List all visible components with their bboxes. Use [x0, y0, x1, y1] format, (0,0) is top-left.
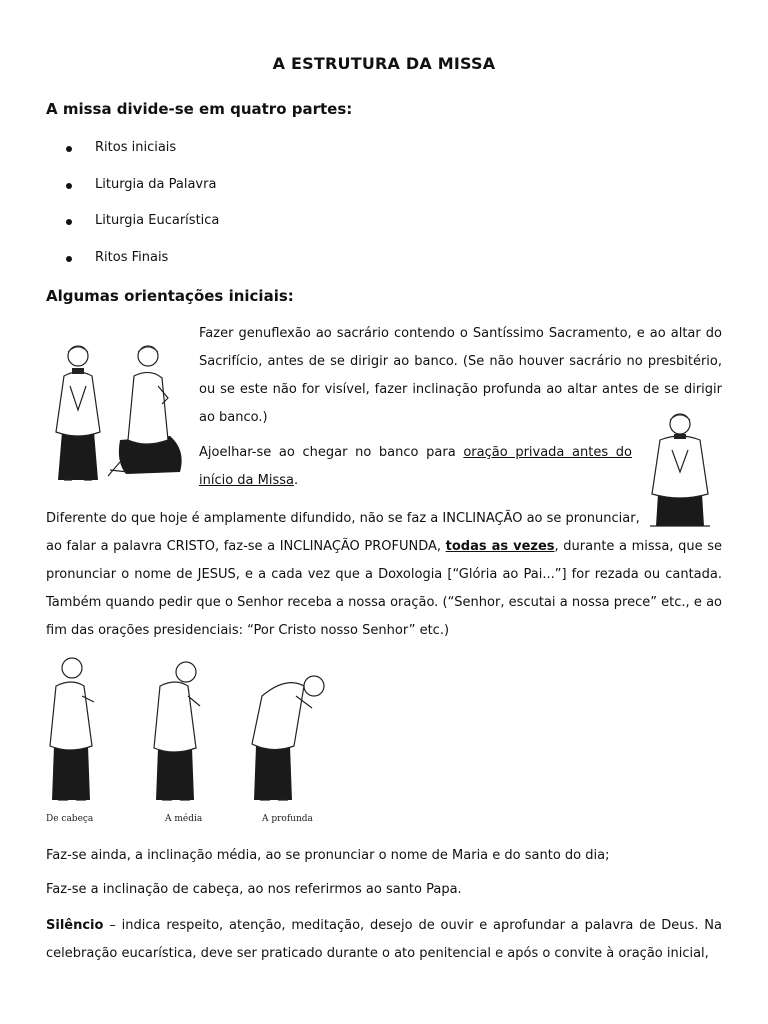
section-heading-parts: A missa divide-se em quatro partes:: [46, 100, 353, 118]
caption-profound-bow: A profunda: [262, 814, 313, 824]
mass-parts-list: [66, 140, 219, 286]
genuflection-paragraph: Fazer genuflexão ao sacrário contendo o Santíssimo Sacramento, e ao altar do Sacrifício, antes de se dirigir ao banco. (Se não houver sacrário no presbitério, ou se este não for visível, fazer inclinação profunda ao altar antes de se dirigir ao banco.): [199, 326, 722, 425]
caption-head-bow: De cabeça: [46, 814, 94, 824]
praying-boy-illustration: [646, 410, 714, 530]
silence-text: – indica respeito, atenção, meditação, desejo de ouvir e aprofundar a palavra de Deus. Na celebração eucarística, deve ser praticado durante o ato penitencial e após o convite à oração inicial,: [46, 918, 722, 961]
caption-medium-bow: A média: [165, 814, 203, 824]
kneel-text-end: .: [294, 473, 299, 488]
bow-paragraph-line1: Diferente do que hoje é amplamente difundido, não se faz a INCLINAÇÃO ao se pronunciar,: [46, 511, 640, 526]
bow-text: ao falar a palavra CRISTO, faz-se a INCLINAÇÃO PROFUNDA,: [46, 539, 446, 554]
list-item: Liturgia Eucarística: [66, 213, 219, 250]
page-title: A ESTRUTURA DA MISSA: [272, 54, 496, 73]
bow-text-rest: , durante a missa, que se pronunciar o nome de JESUS, e a cada vez que a Doxologia [“Glória ao Pai...”] for rezada ou cantada. Também quando pedir que o Senhor receba a nossa oração. (“Senhor, escutai a nossa prece” etc., e ao fim das orações presidenciais: “Por Cristo nosso Senhor” etc.): [46, 539, 722, 638]
private-prayer-link[interactable]: oração privada antes do início da Missa: [199, 445, 632, 488]
silence-term: Silêncio: [46, 918, 104, 933]
genuflection-illustration: [50, 340, 192, 488]
kneel-paragraph: [199, 439, 632, 495]
bow-paragraph: [46, 533, 722, 645]
medium-bow-paragraph: Faz-se ainda, a inclinação média, ao se pronunciar o nome de Maria e do santo do dia;: [46, 848, 610, 863]
section-heading-guidelines: Algumas orientações iniciais:: [46, 287, 294, 305]
every-time-emphasis: todas as vezes: [445, 539, 555, 554]
list-item: Ritos iniciais: [66, 140, 219, 177]
list-item: Ritos Finais: [66, 250, 219, 287]
head-bow-paragraph: Faz-se a inclinação de cabeça, ao nos referirmos ao santo Papa.: [46, 882, 462, 897]
kneel-text: Ajoelhar-se ao chegar no banco para: [199, 445, 464, 460]
list-item: Liturgia da Palavra: [66, 177, 219, 214]
silence-paragraph: [46, 912, 722, 968]
bows-illustration: [46, 656, 336, 812]
